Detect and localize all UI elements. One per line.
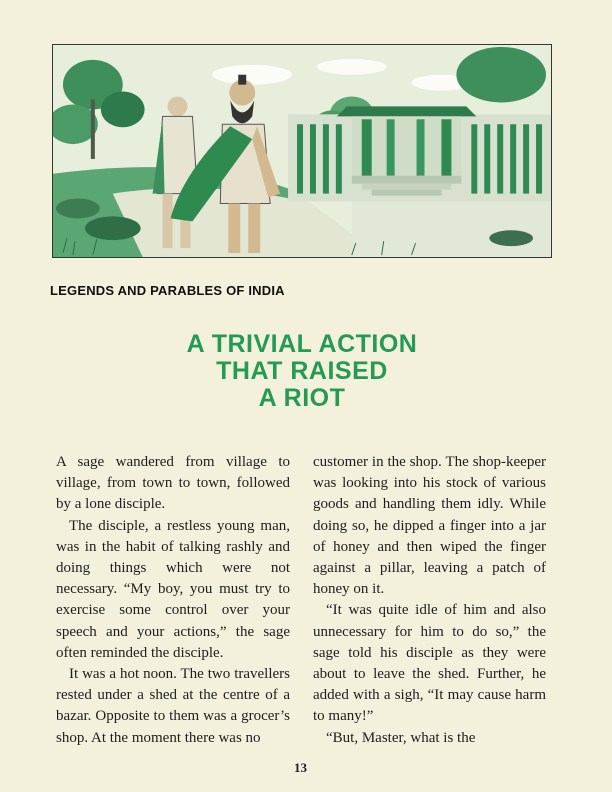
story-title-line: A RIOT [258, 384, 346, 412]
story-title [100, 331, 504, 412]
story-title-line: A TRIVIAL ACTION [186, 330, 418, 358]
illustration-art [53, 45, 551, 257]
paragraph: “But, Master, what is the [326, 729, 476, 746]
story-title-line: THAT RAISED [216, 357, 388, 385]
paragraph: “It was quite idle of him and also unnecessary for him to do so,” the sage told his disciple as they were about to leave the shed. Further, he added with a sigh, “It may cause harm to many!” [313, 602, 546, 725]
page-number: 13 [294, 760, 307, 775]
illustration-sage-and-disciple [52, 44, 552, 258]
series-label: LEGENDS AND PARABLES OF INDIA [50, 283, 285, 298]
paragraph: customer in the shop. The shop-keeper was looking into his stock of various goods and handling them idly. While doing so, he dipped a finger into a jar of honey and then wiped the finger against a pillar, leaving a patch of honey on it. [313, 454, 546, 598]
right-text-column [313, 452, 546, 749]
paragraph: A sage wandered from village to village, from town to town, followed by a lone disciple. [56, 454, 290, 513]
paragraph: It was a hot noon. The two travellers rested under a shed at the centre of a bazar. Opposite to them was a grocer’s shop. At the moment there was no [56, 666, 290, 746]
left-text-column [56, 452, 290, 749]
paragraph: The disciple, a restless young man, was in the habit of talking rashly and doing things which were not necessary. “My boy, you must try to exercise some control over your speech and your actions,” the sage often reminded the disciple. [56, 517, 290, 661]
